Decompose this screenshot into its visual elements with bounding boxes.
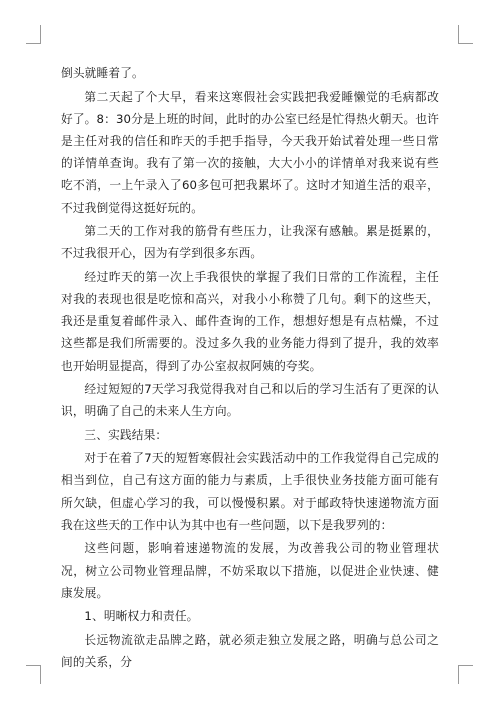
paragraph: 经过短短的7天学习我觉得我对自己和以后的学习生活有了更深的认识，明确了自己的未来人生方向。 [61, 382, 439, 419]
crop-mark-bottom-right [458, 665, 473, 684]
paragraph: 长远物流欲走品牌之路，就必须走独立发展之路，明确与总公司之间的关系，分 [61, 632, 439, 669]
section-heading: 三、实践结果： [84, 427, 168, 442]
paragraph: 第二天的工作对我的筋骨有些压力，让我深有感触。累是挺累的，不过我很开心，因为有学到很多东西。 [61, 224, 439, 261]
paragraph: 对于在着了7天的短暂寒假社会实践活动中的工作我觉得自己完成的相当到位，自己有这方面的能力与素质，上手很快业务技能方面可能有所欠缺，但虚心学习的我，可以慢慢积累。对于邮政特快速递物流方面我在这些天的工作中认为其中也有一些问题，以下是我罗列的： [61, 451, 439, 532]
crop-mark-top-left [26, 25, 41, 44]
paragraph: 倒头就睡着了。 [61, 66, 144, 80]
document-body [61, 62, 439, 674]
crop-mark-top-right [458, 25, 473, 44]
paragraph: 这些问题，影响着速递物流的发展，为改善我公司的物业管理状况，树立公司物业管理品牌，不妨采取以下措施，以促进企业快速、健康发展。 [61, 541, 439, 600]
crop-mark-bottom-left [26, 665, 41, 684]
paragraph: 第二天起了个大早，看来这寒假社会实践把我爱睡懒觉的毛病都改好了。8：30分是上班的时间，此时的办公室已经是忙得热火朝天。也许是主任对我的信任和昨天的手把手指导，今天我开始试着处理一些日常的详情单查询。我有了第一次的接触，大大小小的详情单对我来说有些吃不消，一上午录入了60多包可把我累坏了。这时才知道生活的艰辛，不过我倒觉得这挺好玩的。 [61, 89, 439, 215]
list-item-heading: 1、明晰权力和责任。 [84, 609, 199, 624]
paragraph: 经过昨天的第一次上手我很快的掌握了我们日常的工作流程，主任对我的表现也很是吃惊和高兴，对我小小称赞了几句。剩下的这些天，我还是重复着邮件录入、邮件查询的工作，想想好想是有点枯燥，不过这些都是我们所需要的。没过多久我的业务能力得到了提升，我的效率也开始明显提高，得到了办公室叔叔阿姨的夸奖。 [61, 269, 439, 373]
